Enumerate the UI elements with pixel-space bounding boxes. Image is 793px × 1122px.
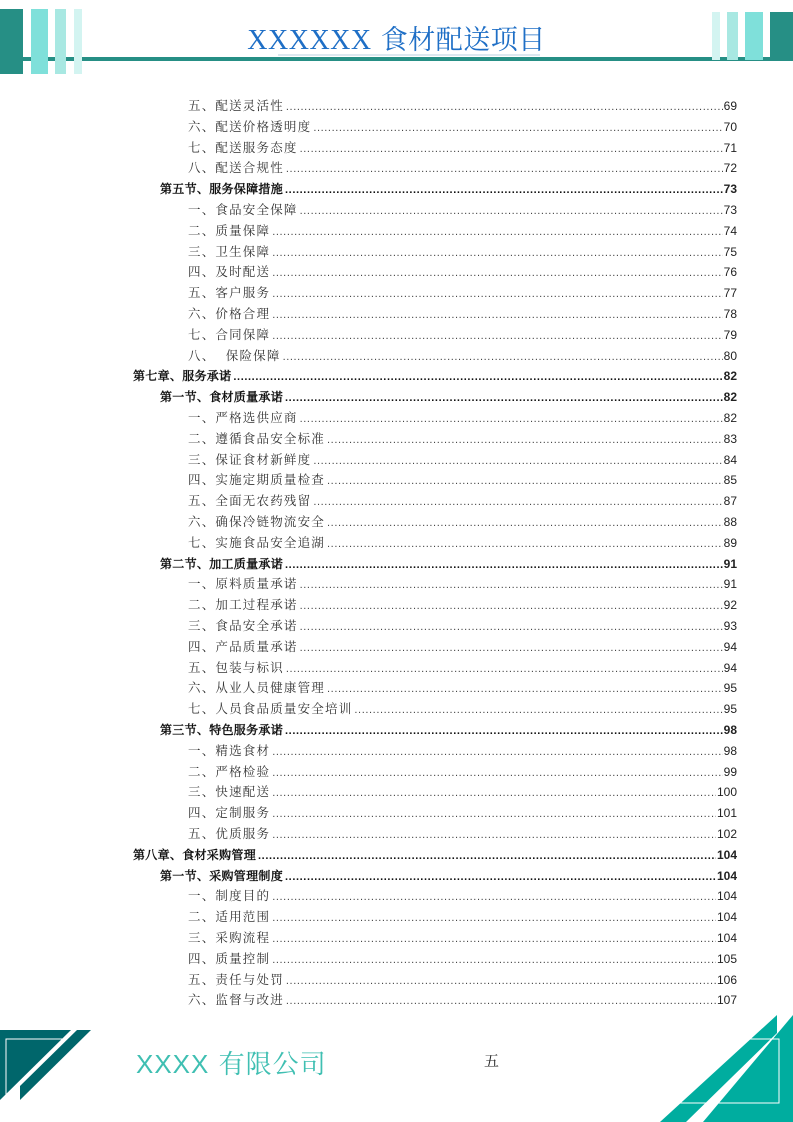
- toc-entry[interactable]: [133, 845, 737, 865]
- toc-entry[interactable]: [188, 741, 737, 761]
- toc-entry-page: 80: [723, 348, 737, 363]
- toc-entry-page: 95: [723, 702, 737, 717]
- toc-entry[interactable]: [188, 117, 737, 137]
- toc-entry[interactable]: [188, 907, 737, 927]
- toc-entry[interactable]: [188, 429, 737, 449]
- toc-entry[interactable]: [160, 179, 737, 199]
- toc-dot-leader: [327, 534, 723, 554]
- toc-entry-page: 104: [716, 910, 737, 925]
- toc-entry[interactable]: [188, 408, 737, 428]
- toc-dot-leader: [272, 742, 722, 762]
- toc-entry-label: 七、实施食品安全追湖: [188, 534, 326, 550]
- toc-entry[interactable]: [160, 720, 737, 740]
- toc-entry-label: 一、原料质量承诺: [188, 576, 298, 592]
- toc-entry-page: 70: [723, 119, 737, 134]
- toc-dot-leader: [286, 97, 723, 117]
- toc-entry-page: 74: [723, 223, 737, 238]
- toc-entry-page: 102: [716, 827, 737, 841]
- toc-dot-leader: [272, 284, 722, 304]
- toc-entry[interactable]: [188, 325, 737, 345]
- toc-entry-page: 82: [723, 411, 737, 425]
- company-text: 有限公司: [218, 1050, 327, 1080]
- toc-entry[interactable]: [188, 970, 737, 990]
- toc-entry-label: 四、产品质量承诺: [188, 638, 298, 654]
- toc-entry-label: 二、遵循食品安全标准: [188, 430, 326, 446]
- toc-dot-leader: [272, 950, 716, 970]
- toc-entry-label: 二、加工过程承诺: [188, 597, 298, 613]
- toc-entry-page: 82: [723, 369, 737, 384]
- toc-entry-label: 第三节、特色服务承诺: [160, 723, 284, 737]
- toc-entry[interactable]: [188, 886, 737, 906]
- toc-entry-page: 91: [723, 556, 737, 571]
- toc-entry[interactable]: [188, 782, 737, 802]
- toc-entry-label: 二、质量保障: [188, 222, 271, 238]
- toc-entry-page: 76: [723, 265, 737, 280]
- toc-entry-page: 104: [716, 847, 737, 862]
- toc-entry-page: 85: [723, 473, 737, 488]
- toc-entry-page: 101: [716, 806, 737, 821]
- toc-dot-leader: [285, 388, 723, 408]
- toc-entry-page: 91: [723, 577, 737, 592]
- toc-dot-leader: [285, 721, 723, 741]
- toc-dot-leader: [283, 347, 723, 367]
- toc-dot-leader: [354, 700, 722, 720]
- toc-dot-leader: [272, 243, 722, 263]
- toc-entry-label: 八、 保险保障: [188, 347, 281, 363]
- toc-entry-label: 四、及时配送: [188, 264, 271, 280]
- toc-entry-page: 98: [723, 743, 737, 758]
- toc-entry-label: 五、配送灵活性: [188, 98, 284, 113]
- toc-entry-page: 71: [723, 140, 737, 155]
- toc-entry-label: 二、严格检验: [188, 763, 271, 779]
- toc-entry-label: 一、制度目的: [188, 888, 271, 904]
- toc-entry-label: 一、严格选供应商: [188, 410, 298, 425]
- toc-dot-leader: [327, 430, 723, 450]
- toc-entry-label: 三、卫生保障: [188, 243, 271, 259]
- toc-entry-page: 93: [723, 619, 737, 633]
- toc-entry-label: 五、客户服务: [188, 285, 271, 301]
- toc-entry-page: 87: [723, 494, 737, 509]
- toc-entry-page: 77: [723, 286, 737, 301]
- toc-dot-leader: [300, 575, 723, 595]
- toc-entry-page: 106: [716, 972, 737, 987]
- toc-entry[interactable]: [188, 616, 737, 636]
- toc-entry[interactable]: [188, 96, 737, 116]
- toc-entry-label: 六、从业人员健康管理: [188, 680, 326, 696]
- toc-entry-label: 六、价格合理: [188, 306, 271, 321]
- toc-entry-label: 三、保证食材新鲜度: [188, 451, 312, 467]
- company-prefix: XXXX: [136, 1049, 210, 1079]
- toc-dot-leader: [272, 783, 716, 803]
- toc-entry-page: 100: [716, 785, 737, 800]
- toc-entry-page: 78: [723, 307, 737, 321]
- toc-entry[interactable]: [188, 470, 737, 490]
- toc-entry-page: 84: [723, 452, 737, 467]
- toc-dot-leader: [272, 804, 716, 824]
- toc-entry[interactable]: [160, 387, 737, 407]
- toc-entry-label: 第八章、食材采购管理: [133, 847, 257, 862]
- toc-entry-label: 七、配送服务态度: [188, 139, 298, 155]
- toc-entry-label: 八、配送合规性: [188, 160, 284, 176]
- toc-entry-label: 七、人员食品质量安全培训: [188, 701, 353, 717]
- toc-dot-leader: [286, 159, 723, 179]
- toc-entry-label: 六、确保冷链物流安全: [188, 514, 326, 529]
- toc-entry[interactable]: [188, 678, 737, 698]
- toc-entry-page: 69: [723, 99, 737, 113]
- toc-entry[interactable]: [188, 637, 737, 657]
- toc-entry-label: 五、责任与处罚: [188, 971, 284, 987]
- toc-entry[interactable]: [188, 533, 737, 553]
- toc-entry[interactable]: [188, 138, 737, 158]
- toc-dot-leader: [286, 659, 723, 679]
- toc-entry[interactable]: [133, 366, 737, 386]
- toc-entry-label: 一、食品安全保障: [188, 202, 298, 217]
- toc-entry[interactable]: [160, 866, 737, 886]
- document-title: [0, 18, 793, 57]
- toc-entry[interactable]: [188, 949, 737, 969]
- toc-entry-label: 第二节、加工质量承诺: [160, 556, 284, 571]
- toc-entry-page: 104: [716, 868, 737, 883]
- toc-entry[interactable]: [188, 574, 737, 594]
- toc-entry-page: 107: [716, 993, 737, 1008]
- toc-entry-page: 94: [723, 660, 737, 675]
- toc-dot-leader: [272, 908, 716, 928]
- title-text: 食材配送项目: [380, 25, 546, 56]
- toc-entry-page: 82: [723, 390, 737, 405]
- toc-dot-leader: [286, 971, 716, 991]
- page-number: 五: [484, 1052, 500, 1070]
- toc-dot-leader: [300, 596, 723, 616]
- footer-right-triangle-decoration: [660, 1015, 793, 1122]
- footer-left-triangle-decoration: [0, 1030, 95, 1100]
- toc-entry[interactable]: [160, 554, 737, 574]
- toc-entry[interactable]: [188, 242, 737, 262]
- toc-entry[interactable]: [188, 491, 737, 511]
- toc-entry[interactable]: [188, 262, 737, 282]
- toc-entry-page: 89: [723, 535, 737, 550]
- toc-entry[interactable]: [188, 346, 737, 366]
- toc-entry-label: 第七章、服务承诺: [133, 369, 232, 384]
- toc-entry-page: 73: [723, 203, 737, 217]
- toc-entry-label: 五、包装与标识: [188, 659, 284, 675]
- toc-entry[interactable]: [188, 283, 737, 303]
- toc-entry[interactable]: [188, 450, 737, 470]
- toc-entry[interactable]: [188, 803, 737, 823]
- toc-dot-leader: [272, 887, 716, 907]
- toc-entry-page: 83: [723, 431, 737, 446]
- toc-dot-leader: [313, 451, 722, 471]
- toc-entry-label: 第一节、采购管理制度: [160, 868, 284, 883]
- toc-entry-page: 79: [723, 327, 737, 342]
- toc-entry-page: 94: [723, 639, 737, 654]
- toc-entry-page: 99: [723, 764, 737, 779]
- toc-entry-label: 五、优质服务: [188, 826, 271, 841]
- toc-entry-page: 75: [723, 244, 737, 259]
- toc-entry[interactable]: [188, 990, 737, 1010]
- toc-entry-label: 四、定制服务: [188, 805, 271, 821]
- toc-entry-page: 95: [723, 681, 737, 696]
- company-name: [136, 1044, 327, 1081]
- toc-entry-label: 四、实施定期质量检查: [188, 472, 326, 488]
- toc-entry[interactable]: [188, 158, 737, 178]
- toc-entry-page: 104: [716, 889, 737, 904]
- toc-entry-label: 七、合同保障: [188, 326, 271, 342]
- toc-entry[interactable]: [188, 824, 737, 844]
- toc-dot-leader: [272, 263, 722, 283]
- toc-entry[interactable]: [188, 200, 737, 220]
- toc-dot-leader: [313, 492, 722, 512]
- toc-entry-label: 五、全面无农药残留: [188, 493, 312, 509]
- toc-entry[interactable]: [188, 762, 737, 782]
- toc-dot-leader: [300, 139, 723, 159]
- toc-entry-page: 88: [723, 515, 737, 529]
- toc-dot-leader: [300, 638, 723, 658]
- toc-entry-label: 二、适用范围: [188, 909, 271, 925]
- toc-dot-leader: [300, 409, 723, 429]
- toc-dot-leader: [327, 471, 723, 491]
- toc-dot-leader: [327, 513, 723, 533]
- toc-dot-leader: [313, 118, 722, 138]
- toc-dot-leader: [285, 180, 723, 200]
- toc-dot-leader: [258, 846, 716, 866]
- toc-entry-label: 第五节、服务保障措施: [160, 182, 284, 197]
- toc-entry-page: 92: [723, 598, 737, 613]
- toc-dot-leader: [272, 326, 722, 346]
- toc-dot-leader: [300, 201, 723, 221]
- toc-dot-leader: [272, 825, 716, 845]
- toc-entry-label: 第一节、食材质量承诺: [160, 390, 284, 405]
- toc-entry-label: 六、配送价格透明度: [188, 118, 312, 134]
- toc-entry-page: 98: [723, 723, 737, 737]
- toc-entry-label: 三、采购流程: [188, 930, 271, 945]
- toc-dot-leader: [285, 555, 723, 575]
- title-prefix: XXXXXX: [247, 25, 372, 56]
- toc-entry-label: 三、快速配送: [188, 784, 271, 800]
- toc-entry[interactable]: [188, 699, 737, 719]
- header-rule: [0, 57, 793, 61]
- toc-dot-leader: [272, 222, 722, 242]
- toc-entry-page: 105: [716, 951, 737, 966]
- toc-entry[interactable]: [188, 221, 737, 241]
- toc-entry[interactable]: [188, 595, 737, 615]
- toc-dot-leader: [272, 929, 716, 949]
- toc-entry-page: 73: [723, 182, 737, 197]
- toc-dot-leader: [233, 367, 722, 387]
- toc-entry-page: 72: [723, 161, 737, 176]
- toc-dot-leader: [285, 867, 716, 887]
- toc-dot-leader: [300, 617, 723, 637]
- toc-entry-page: 104: [716, 931, 737, 945]
- toc-entry[interactable]: [188, 658, 737, 678]
- toc-dot-leader: [286, 991, 716, 1011]
- toc-entry-label: 四、质量控制: [188, 950, 271, 966]
- toc-entry-label: 三、食品安全承诺: [188, 618, 298, 633]
- toc-entry-label: 六、监督与改进: [188, 992, 284, 1008]
- toc-entry[interactable]: [188, 512, 737, 532]
- toc-entry[interactable]: [188, 928, 737, 948]
- toc-dot-leader: [272, 763, 722, 783]
- toc-dot-leader: [272, 305, 722, 325]
- toc-entry[interactable]: [188, 304, 737, 324]
- toc-dot-leader: [327, 679, 723, 699]
- toc-entry-label: 一、精选食材: [188, 742, 271, 758]
